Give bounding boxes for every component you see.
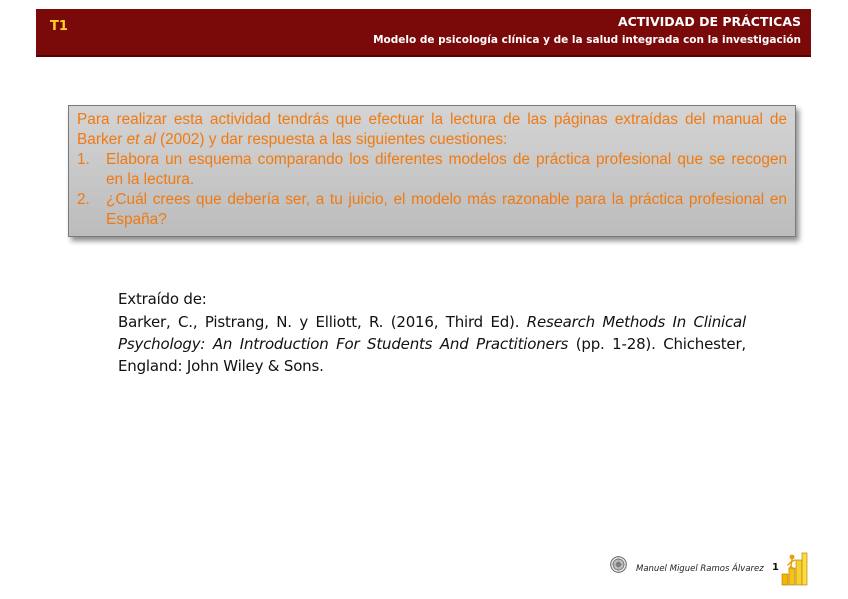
slide-code: T1 xyxy=(50,19,68,34)
activity-title: ACTIVIDAD DE PRÁCTICAS xyxy=(617,14,801,29)
task-item-number: 1. xyxy=(77,151,90,168)
citation-publisher: (pp. 1-28). Chichester, England: John Wiley & Sons. xyxy=(118,335,746,375)
footer-author: Manuel Miguel Ramos Álvarez xyxy=(636,564,764,574)
task-item-text: Elabora un esquema comparando los diferentes modelos de práctica profesional que se recogen en la lectura. xyxy=(106,151,787,188)
task-intro xyxy=(77,110,787,150)
task-intro-etal: et al xyxy=(126,131,156,148)
task-intro-text-end: (2002) y dar respuesta a las siguientes cuestiones: xyxy=(155,131,508,148)
task-item-2 xyxy=(77,190,787,230)
citation xyxy=(118,311,746,377)
citation-book-title: Research Methods In Clinical Psychology: An Introduction For Students And Practitioners xyxy=(118,313,746,353)
university-seal-icon xyxy=(610,556,627,573)
task-intro-text: Para realizar esta actividad tendrás que efectuar la lectura de las páginas extraídas del manual de Barker xyxy=(77,111,787,148)
page-number: 1 xyxy=(772,562,779,573)
header-bar xyxy=(36,9,811,57)
task-list xyxy=(77,150,787,230)
source-block xyxy=(118,288,746,377)
footer xyxy=(608,548,808,588)
person-on-bar-chart-icon xyxy=(780,548,808,586)
task-box xyxy=(68,105,796,237)
citation-authors: Barker, C., Pistrang, N. y Elliott, R. (2016, Third Ed). xyxy=(118,313,527,331)
source-label: Extraído de: xyxy=(118,290,207,308)
task-item-text: ¿Cuál crees que debería ser, a tu juicio, el modelo más razonable para la práctica profesional en España? xyxy=(106,191,787,228)
task-item-number: 2. xyxy=(77,191,90,208)
activity-subtitle: Modelo de psicología clínica y de la salud integrada con la investigación xyxy=(373,34,801,46)
task-item-1 xyxy=(77,150,787,190)
